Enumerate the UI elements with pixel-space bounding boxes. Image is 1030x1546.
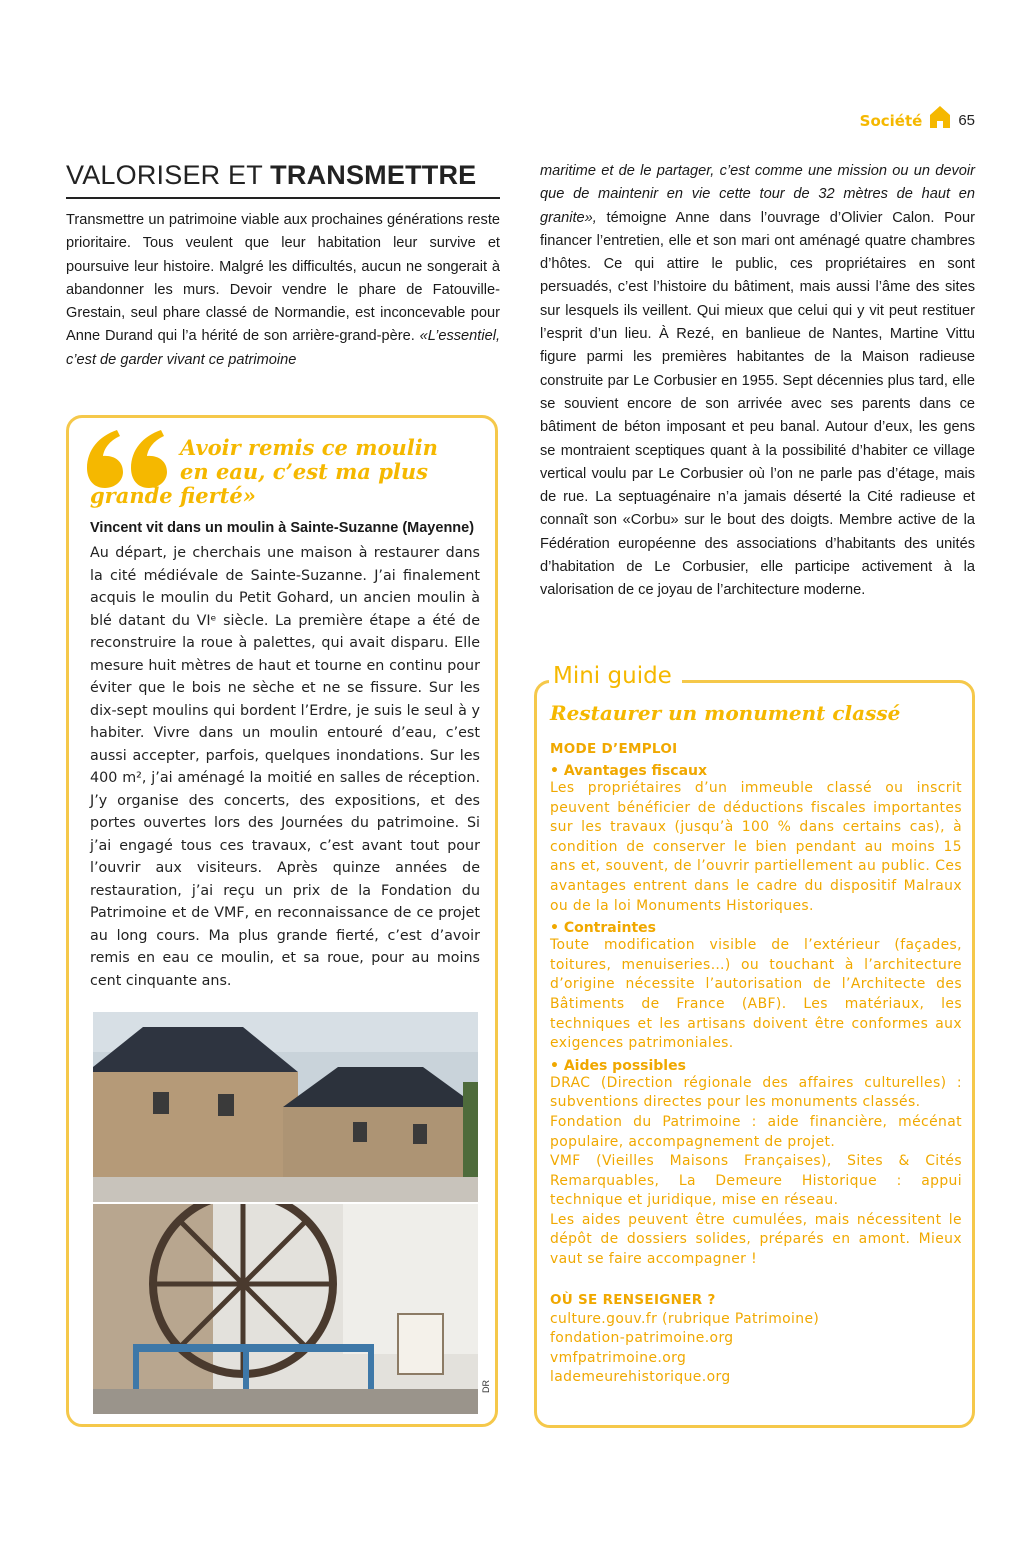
- article-text-left: Transmettre un patrimoine viable aux prochaines générations reste prioritaire. Tous veulent que leur habitation leur survive et poursuive leur histoire. Malgré les difficultés, aucun ne songerait à abandonner les murs. Devoir vendre le phare de Fatouville-Grestain, seul phare classé de Normandie, est inconcevable pour Anne Durand qui l’a hérité de son arrière-grand-père.: [66, 212, 500, 345]
- advantages-text: Les propriétaires d’un immeuble classé ou inscrit peuvent bénéficier de déductions fiscales importantes sur les travaux (jusqu’à 100 % dans certains cas), à condition de conserver le bien pendant au moins 15 ans et, souvent, de l’ouvrir partiellement au public. Ces avantages entrent dans le cadre du dispositif Malraux ou de la loi Monuments Historiques.: [550, 780, 962, 914]
- mill-exterior-photo: [93, 1012, 478, 1202]
- mini-guide-heading: Restaurer un monument classé: [550, 701, 901, 725]
- advantages-title: • Avantages fiscaux: [550, 763, 708, 779]
- testimonial-subtitle: Vincent vit dans un moulin à Sainte-Suzanne (Mayenne): [90, 520, 475, 536]
- house-icon: [928, 104, 952, 130]
- article-left-column: [66, 160, 500, 372]
- info-label: OÙ SE RENSEIGNER ?: [550, 1291, 716, 1308]
- mill-wheel-photo: [93, 1204, 478, 1414]
- testimonial-heading-line3: grande fierté»: [90, 483, 256, 508]
- constraints-text: Toute modification visible de l’extérieur (façades, toitures, menuiseries…) ou touchant à l’architecture d’origine nécessite l’autorisation de l’Architecte des Bâtiments de France (ABF). Les matériaux, les techniques et les artisans doivent être conformes aux exigences patrimoniales.: [550, 937, 962, 1052]
- testimonial-body: Au départ, je cherchais une maison à restaurer dans la cité médiévale de Sainte-Suzanne. J’ai finalement acquis le moulin du Petit Gohard, un ancien moulin à blé datant du VIᵉ siècle. La première étape a été de reconstruire la roue à palettes, qui avait disparu. Elle mesure huit mètres de haut et tourne en continu pour éviter que le bois ne sèche et ne se fissure. Sur les dix-sept moulins qui bordent l’Erdre, je suis le seul à y habiter. Vivre dans un moulin entouré d’eau, c’est aussi accepter, parfois, quelques inondations. Sur les 400 m², j’ai aménagé la moitié en salles de réception. J’y organise des concerts, des expositions, et des portes ouvertes lors des Journées du patrimoine. Si j’ai engagé tous ces travaux, c’est avant tout pour l’ouvrir aux visiteurs. Après quinze années de restauration, j’ai reçu un prix de la Fondation du Patrimoine et de VMF, en reconnaissance de ce projet au long cours. Ma plus grande fierté, c’est d’avoir remis en eau ce moulin, et sa roue, pour au moins cent cinquante ans.: [90, 545, 480, 989]
- link-fondation[interactable]: fondation-patrimoine.org: [550, 1330, 734, 1347]
- article-paragraph-left: [66, 209, 500, 372]
- aids-drac: DRAC (Direction régionale des affaires culturelles) : subventions directes pour les monuments classés.: [550, 1074, 962, 1111]
- article-paragraph-right: [540, 160, 975, 603]
- testimonial-heading: [90, 436, 480, 508]
- article-title-light: VALORISER ET: [66, 160, 271, 190]
- mode-emploi-label: MODE D’EMPLOI: [550, 741, 678, 757]
- aids-title: • Aides possibles: [550, 1057, 686, 1074]
- aids-vmf: VMF (Vieilles Maisons Françaises), Sites & Cités Remarquables, La Demeure Historique : appui technique et juridique, mise en réseau.: [550, 1153, 962, 1209]
- mini-guide-title: Mini guide: [549, 661, 682, 691]
- section-name: Société: [859, 112, 923, 130]
- aids-cumul: Les aides peuvent être cumulées, mais nécessitent le dépôt de dossiers solides, préparés en amont. Mieux vaut se faire accompagner !: [550, 1211, 962, 1268]
- testimonial-heading-line1: Avoir remis ce moulin: [180, 435, 438, 460]
- article-text-right: témoigne Anne dans l’ouvrage d’Olivier Calon. Pour financer l’entretien, elle et son mari ont aménagé quatre chambres d’hôtes. Ce qui attire le public, ces propriétaires en sont persuadés, c’est l’histoire du bâtiment, mais aussi l’âme des sites sur lesquels ils veillent. Qui mieux que celui qui y vit peut restituer l’esprit d’un lieu. À Rezé, en banlieue de Nantes, Martine Vittu figure parmi les premières habitantes de la Maison radieuse construite par Le Corbusier en 1955. Sept décennies plus tard, elle se souvient encore de son arrivée avec ses parents dans ce bâtiment de béton imposant et peu banal. Autour d’eux, les gens se montraient sceptiques quant à la possibilité d’habiter ce village vertical voulu par Le Corbusier où l’on ne parle pas d’étage, mais de rue. La septuagénaire n’a jamais déserté la Cité radieuse et connaît son «Corbu» sur le bout des doigts. Membre active de la Fédération européenne des associations d’habitants des unités d’habitation de Le Corbusier, elle participe activement à la valorisation de ce joyau de l’architecture moderne.: [540, 209, 975, 599]
- article-right-column: [540, 160, 975, 603]
- mini-guide-content: [550, 701, 962, 1388]
- article-title: [66, 160, 500, 199]
- link-demeure[interactable]: lademeurehistorique.org: [550, 1369, 731, 1386]
- mini-guide-box: [534, 663, 975, 1428]
- testimonial-heading-line2: en eau, c’est ma plus: [180, 459, 428, 484]
- photo-credit: DR: [481, 1380, 491, 1393]
- testimonial-box: [66, 415, 498, 1427]
- aids-fondation: Fondation du Patrimoine : aide financière, mécénat populaire, accompagnement de projet.: [550, 1113, 962, 1150]
- testimonial-content: [90, 436, 480, 992]
- link-vmf[interactable]: vmfpatrimoine.org: [550, 1349, 687, 1366]
- info-links: [550, 1310, 962, 1388]
- article-quote-right: maritime et de le partager, c’est comme une mission ou un devoir que de maintenir en vie cette tour de 32 mètres de haut en granite»,: [540, 163, 975, 226]
- constraints-title: • Contraintes: [550, 920, 657, 937]
- page-number: 65: [958, 112, 975, 129]
- article-quote-left: «L’essentiel, c’est de garder vivant ce patrimoine: [66, 328, 500, 368]
- article-title-bold: TRANSMETTRE: [270, 160, 477, 190]
- link-culture[interactable]: culture.gouv.fr (rubrique Patrimoine): [550, 1310, 820, 1327]
- page-header: [860, 104, 975, 130]
